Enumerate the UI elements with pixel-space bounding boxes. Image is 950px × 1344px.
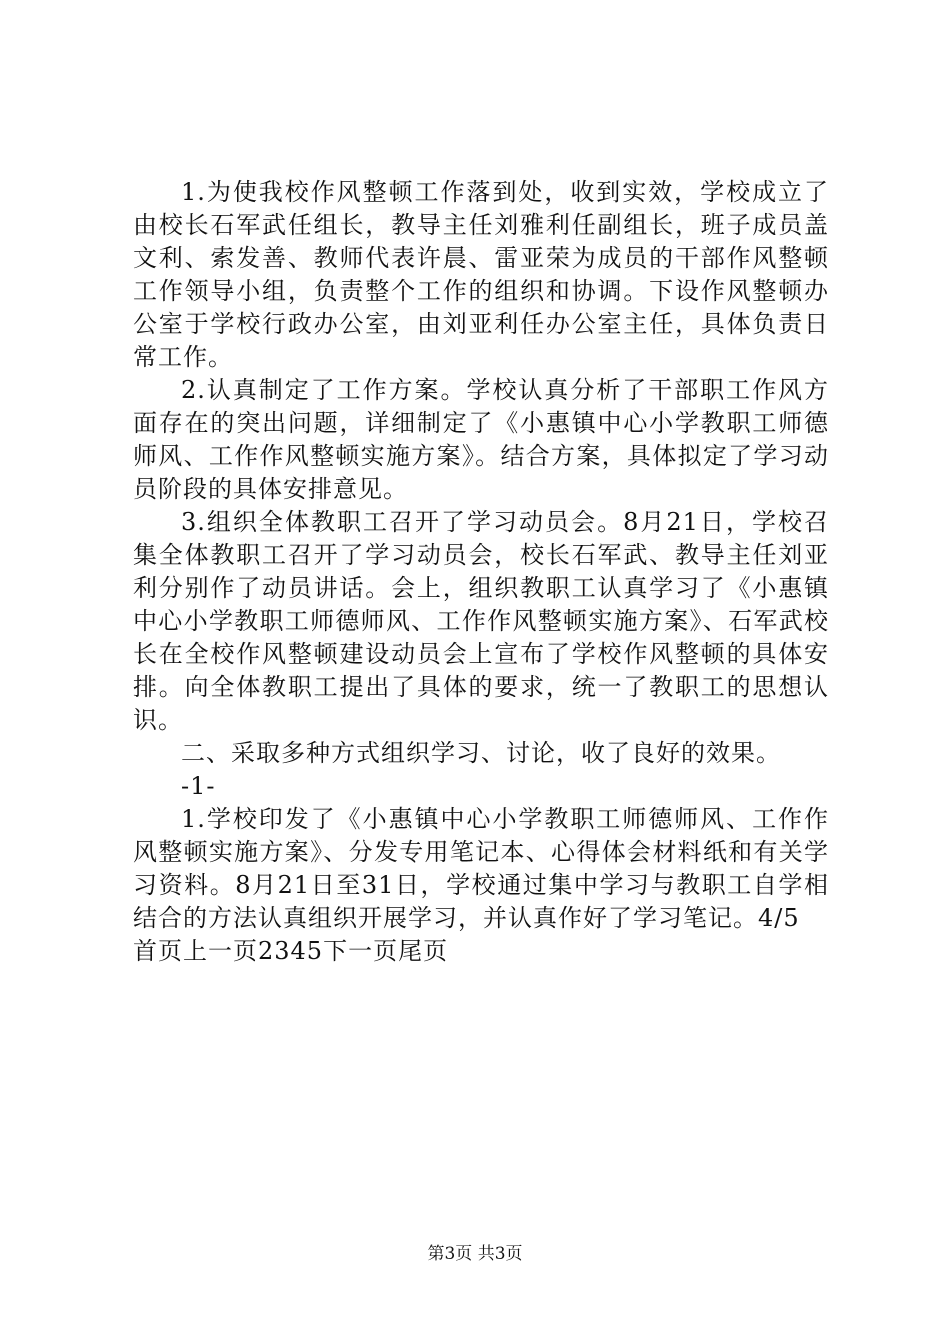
document-body (133, 176, 829, 968)
paragraph-leadership-group: 1.为使我校作风整顿工作落到处，收到实效，学校成立了由校长石军武任组长，教导主任刘雅利任副组长，班子成员盖文利、索发善、教师代表许晨、雷亚荣为成员的干部作风整顿工作领导小组，负责整个工作的组织和协调。下设作风整顿办公室于学校行政办公室，由刘亚利任办公室主任，具体负责日常工作。 (133, 178, 829, 371)
page-footer (0, 1243, 950, 1265)
pagination-nav-line[interactable]: 首页上一页2345下一页尾页 (133, 937, 449, 965)
paragraph-work-plan: 2.认真制定了工作方案。学校认真分析了干部职工作风方面存在的突出问题，详细制定了《小惠镇中心小学教职工师德师风、工作作风整顿实施方案》。结合方案，具体拟定了学习动员阶段的具体安排意见。 (133, 376, 829, 503)
section-heading-study-methods: 二、采取多种方式组织学习、讨论，收了良好的效果。 (181, 739, 781, 767)
inline-page-number: -1- (181, 772, 216, 800)
footer-page-info: 第3页 共3页 (427, 1244, 523, 1264)
paragraph-study-materials: 1.学校印发了《小惠镇中心小学教职工师德师风、工作作风整顿实施方案》、分发专用笔记本、心得体会材料纸和有关学习资料。8月21日至31日，学校通过集中学习与教职工自学相结合的方法认真组织开展学习，并认真作好了学习笔记。4/5 (133, 805, 829, 932)
paragraph-mobilization-meeting: 3.组织全体教职工召开了学习动员会。8月21日，学校召集全体教职工召开了学习动员会，校长石军武、教导主任刘亚利分别作了动员讲话。会上，组织教职工认真学习了《小惠镇中心小学教职工师德师风、工作作风整顿实施方案》、石军武校长在全校作风整顿建设动员会上宣布了学校作风整顿的具体安排。向全体教职工提出了具体的要求，统一了教职工的思想认识。 (133, 508, 829, 734)
